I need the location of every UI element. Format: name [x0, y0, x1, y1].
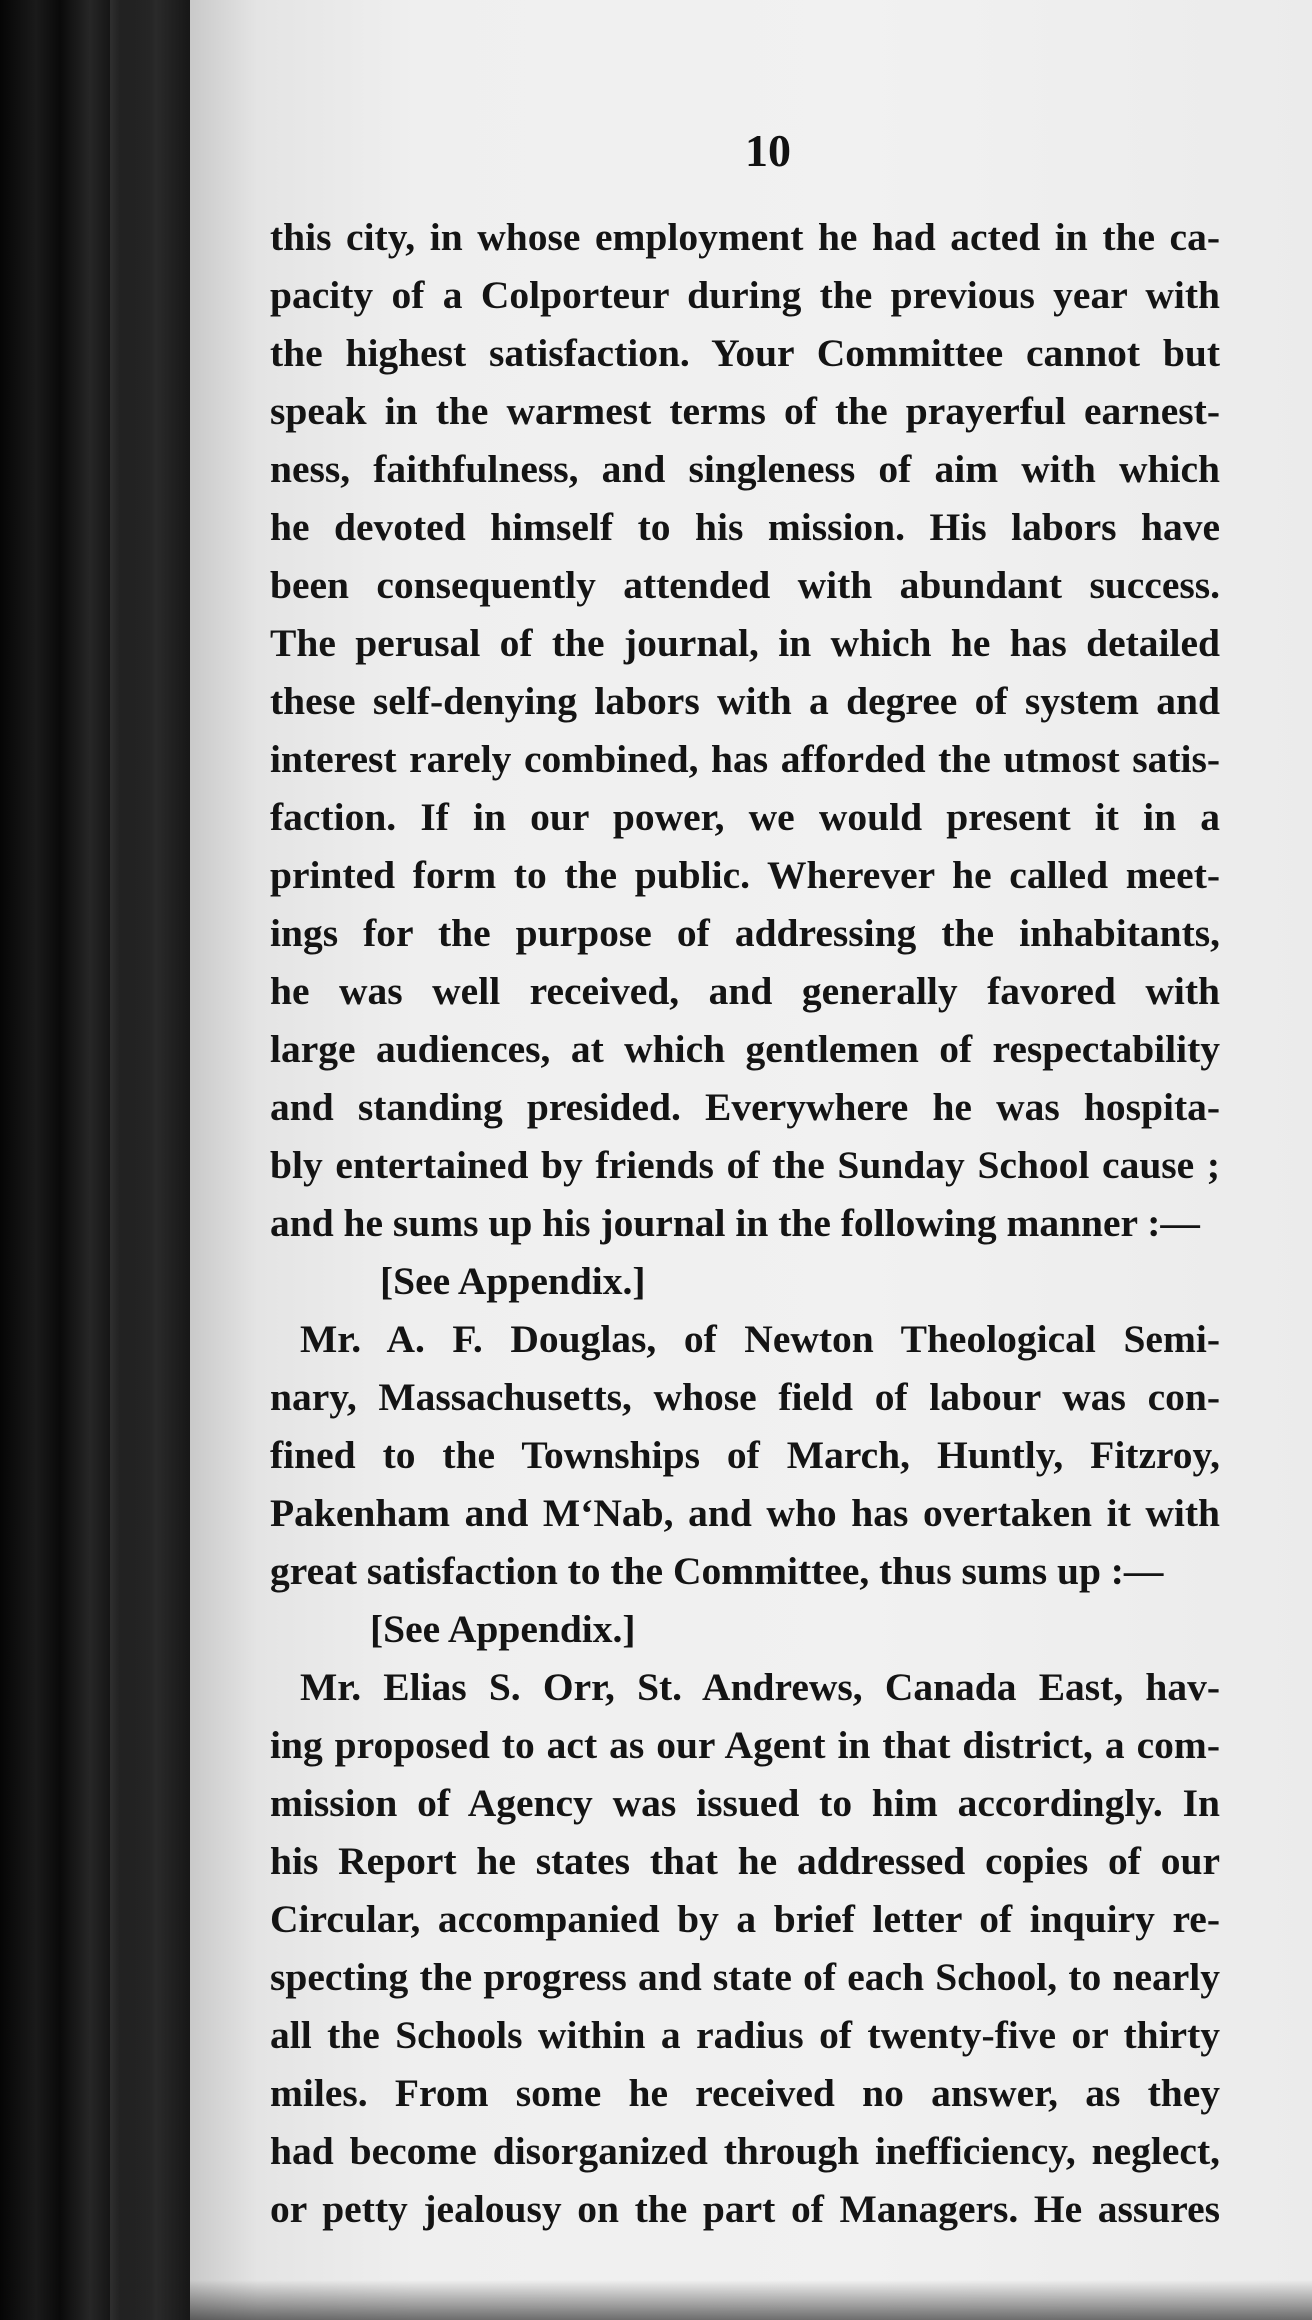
book-binding-edge [0, 0, 200, 2320]
text-line: fined to the Townships of March, Huntly, Fitzroy, [270, 1433, 1220, 1477]
text-line: printed form to the public. Wherever he called meet- [270, 853, 1220, 897]
text-line: Circular, accompanied by a brief letter of inquiry re- [270, 1897, 1220, 1941]
text-line: all the Schools within a radius of twenty-five or thirty [270, 2013, 1220, 2057]
text-line: his Report he states that he addressed copies of our [270, 1839, 1220, 1883]
text-line: large audiences, at which gentlemen of respectability [270, 1027, 1220, 1071]
text-line: and standing presided. Everywhere he was hospita- [270, 1085, 1220, 1129]
text-line: speak in the warmest terms of the prayerful earnest- [270, 389, 1220, 433]
text-line: ing proposed to act as our Agent in that district, a com- [270, 1723, 1220, 1767]
body-text [270, 208, 1220, 2238]
text-line: bly entertained by friends of the Sunday School cause ; [270, 1143, 1220, 1187]
text-line: ness, faithfulness, and singleness of aim with which [270, 447, 1220, 491]
page-bottom-shadow [190, 2280, 1312, 2320]
text-line: Pakenham and M‘Nab, and who has overtaken it with [270, 1491, 1220, 1535]
text-line: these self-denying labors with a degree of system and [270, 679, 1220, 723]
text-line: great satisfaction to the Committee, thus sums up :— [270, 1549, 1164, 1593]
text-line: he was well received, and generally favored with [270, 969, 1220, 1013]
text-line: nary, Massachusetts, whose field of labour was con- [270, 1375, 1220, 1419]
text-line: specting the progress and state of each School, to nearly [270, 1955, 1220, 1999]
text-line: faction. If in our power, we would present it in a [270, 795, 1220, 839]
text-line: the highest satisfaction. Your Committee cannot but [270, 331, 1220, 375]
text-line: pacity of a Colporteur during the previous year with [270, 273, 1220, 317]
text-line: he devoted himself to his mission. His labors have [270, 505, 1220, 549]
text-line: been consequently attended with abundant success. [270, 563, 1220, 607]
text-line: miles. From some he received no answer, as they [270, 2071, 1220, 2115]
text-line: had become disorganized through inefficiency, neglect, [270, 2129, 1220, 2173]
page-number: 10 [745, 125, 791, 176]
text-line: ings for the purpose of addressing the inhabitants, [270, 911, 1220, 955]
binding-highlight [110, 0, 150, 2320]
text-line: or petty jealousy on the part of Managers. He assures [270, 2187, 1220, 2231]
text-line: Mr. Elias S. Orr, St. Andrews, Canada East, hav- [300, 1665, 1220, 1709]
text-line: interest rarely combined, has afforded the utmost satis- [270, 737, 1220, 781]
text-line: mission of Agency was issued to him accordingly. In [270, 1781, 1220, 1825]
text-line: The perusal of the journal, in which he has detailed [270, 621, 1220, 665]
text-line: and he sums up his journal in the following manner :— [270, 1201, 1200, 1245]
appendix-reference: [See Appendix.] [370, 1607, 636, 1651]
text-line: this city, in whose employment he had acted in the ca- [270, 215, 1220, 259]
appendix-reference: [See Appendix.] [380, 1259, 646, 1303]
text-line: Mr. A. F. Douglas, of Newton Theological Semi- [300, 1317, 1220, 1361]
